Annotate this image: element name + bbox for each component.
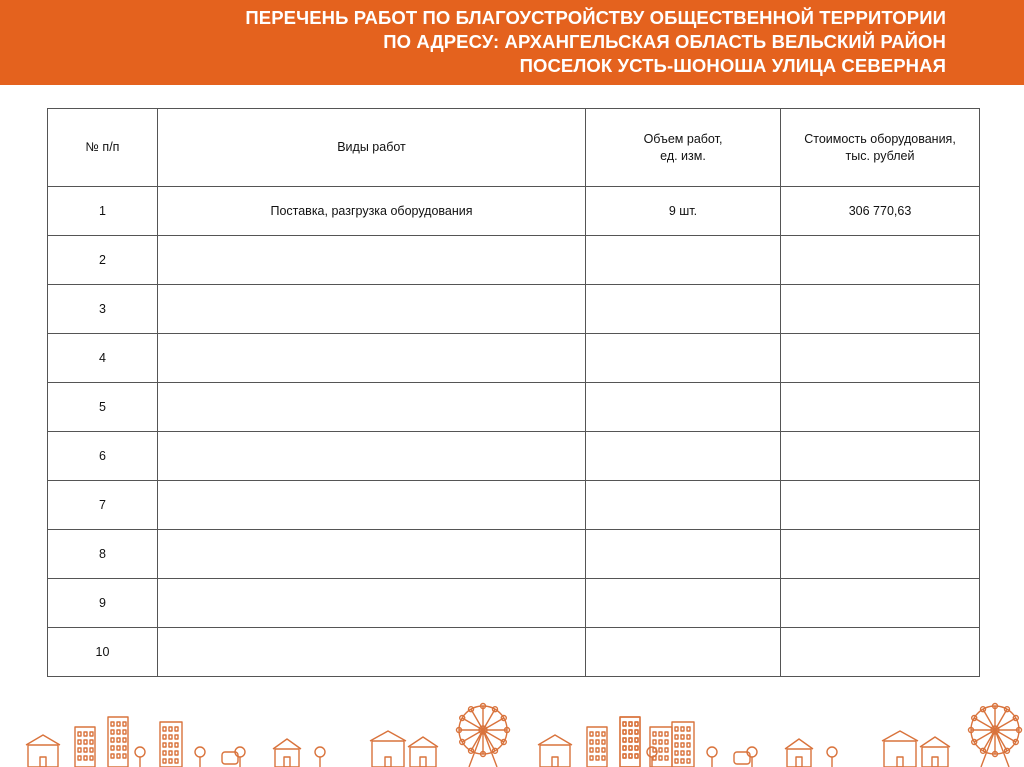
column-header-cost: Стоимость оборудования, тыс. рублей <box>781 109 980 187</box>
cell-cost <box>781 530 980 579</box>
cell-cost <box>781 432 980 481</box>
cell-volume <box>586 285 781 334</box>
cell-volume <box>586 530 781 579</box>
table-row <box>48 628 980 677</box>
cell-number: 10 <box>48 628 158 677</box>
cell-cost <box>781 481 980 530</box>
table-row <box>48 334 980 383</box>
title-line-1: ПЕРЕЧЕНЬ РАБОТ ПО БЛАГОУСТРОЙСТВУ ОБЩЕСТВЕННОЙ ТЕРРИТОРИИ <box>245 7 946 28</box>
city-skyline-illustration <box>0 700 1024 767</box>
cell-volume <box>586 383 781 432</box>
cell-work-type <box>158 432 586 481</box>
cell-work-type <box>158 383 586 432</box>
cell-cost <box>781 285 980 334</box>
cell-work-type <box>158 285 586 334</box>
table-row <box>48 383 980 432</box>
cell-volume <box>586 236 781 285</box>
title-line-2: ПО АДРЕСУ: АРХАНГЕЛЬСКАЯ ОБЛАСТЬ ВЕЛЬСКИЙ РАЙОН <box>383 31 946 52</box>
cell-cost <box>781 334 980 383</box>
cell-volume <box>586 579 781 628</box>
cell-number: 2 <box>48 236 158 285</box>
table-row <box>48 285 980 334</box>
cell-cost <box>781 628 980 677</box>
cell-work-type <box>158 236 586 285</box>
cell-number: 1 <box>48 187 158 236</box>
table-row <box>48 579 980 628</box>
cell-work-type: Поставка, разгрузка оборудования <box>158 187 586 236</box>
column-header-work-type: Виды работ <box>158 109 586 187</box>
column-header-volume: Объем работ, ед. изм. <box>586 109 781 187</box>
header-banner <box>0 0 1024 85</box>
table-row <box>48 236 980 285</box>
cell-work-type <box>158 579 586 628</box>
title-line-3: ПОСЕЛОК УСТЬ-ШОНОША УЛИЦА СЕВЕРНАЯ <box>519 55 946 76</box>
column-header-number: № п/п <box>48 109 158 187</box>
cell-work-type <box>158 481 586 530</box>
table-row <box>48 432 980 481</box>
works-table <box>47 108 980 677</box>
cell-number: 7 <box>48 481 158 530</box>
cell-cost <box>781 579 980 628</box>
cell-volume <box>586 334 781 383</box>
cell-volume: 9 шт. <box>586 187 781 236</box>
cell-work-type <box>158 628 586 677</box>
table-body <box>48 187 980 677</box>
cell-number: 8 <box>48 530 158 579</box>
table-row <box>48 530 980 579</box>
table-header-row <box>48 109 980 187</box>
table-row <box>48 481 980 530</box>
cell-volume <box>586 628 781 677</box>
cell-number: 9 <box>48 579 158 628</box>
cell-number: 4 <box>48 334 158 383</box>
page-title <box>245 6 946 78</box>
cell-cost <box>781 236 980 285</box>
cell-cost <box>781 383 980 432</box>
cell-work-type <box>158 530 586 579</box>
cell-volume <box>586 481 781 530</box>
cell-volume <box>586 432 781 481</box>
cell-number: 3 <box>48 285 158 334</box>
cell-number: 6 <box>48 432 158 481</box>
cell-work-type <box>158 334 586 383</box>
cell-number: 5 <box>48 383 158 432</box>
cell-cost: 306 770,63 <box>781 187 980 236</box>
table-row <box>48 187 980 236</box>
